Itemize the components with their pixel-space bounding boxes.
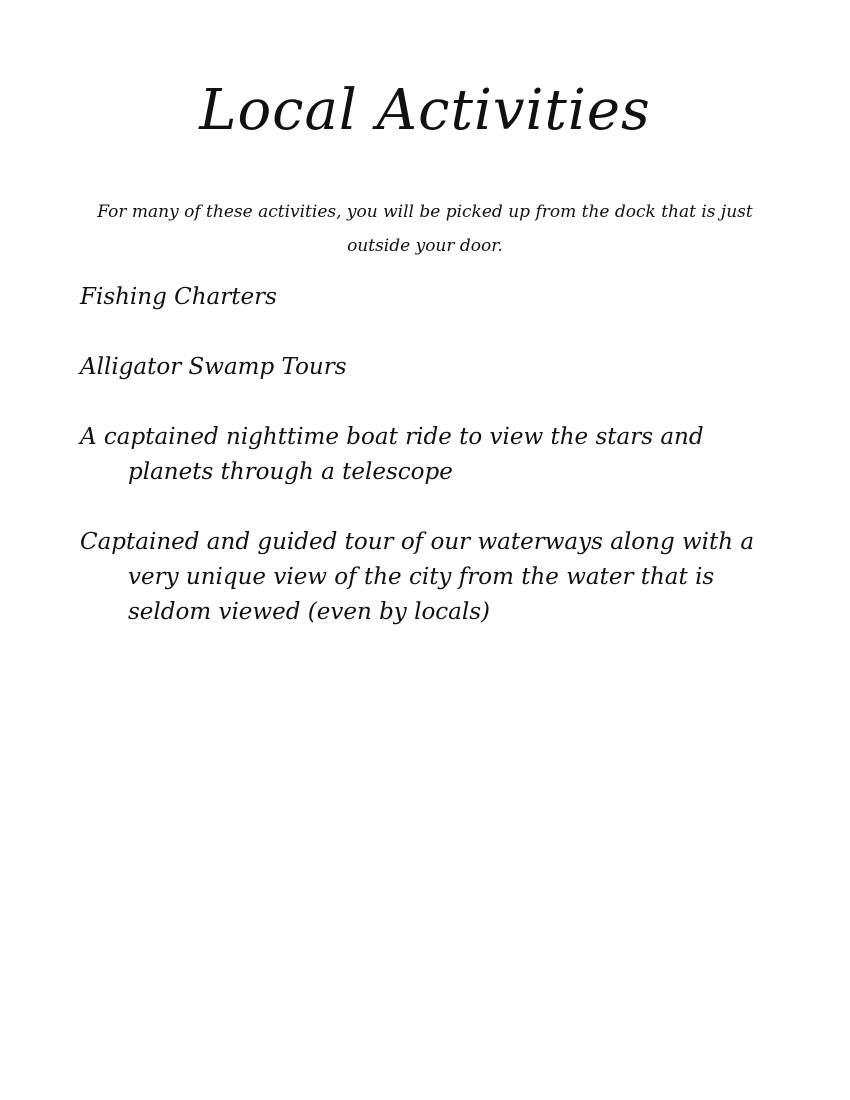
activity-list [80,280,780,665]
intro-text: For many of these activities, you will be picked up from the dock that is just outside your door. [97,202,753,256]
activity-item-waterways-tour: Captained and guided tour of our waterways along with a very unique view of the city from the water that is seldom viewed (even by locals) [80,529,755,625]
activity-item-nighttime-boat-ride: A captained nighttime boat ride to view the stars and planets through a telescope [80,424,704,485]
activity-item-alligator-swamp-tours: Alligator Swamp Tours [80,354,347,380]
page-title: Local Activities [199,78,651,143]
activity-item-fishing-charters: Fishing Charters [80,284,277,310]
